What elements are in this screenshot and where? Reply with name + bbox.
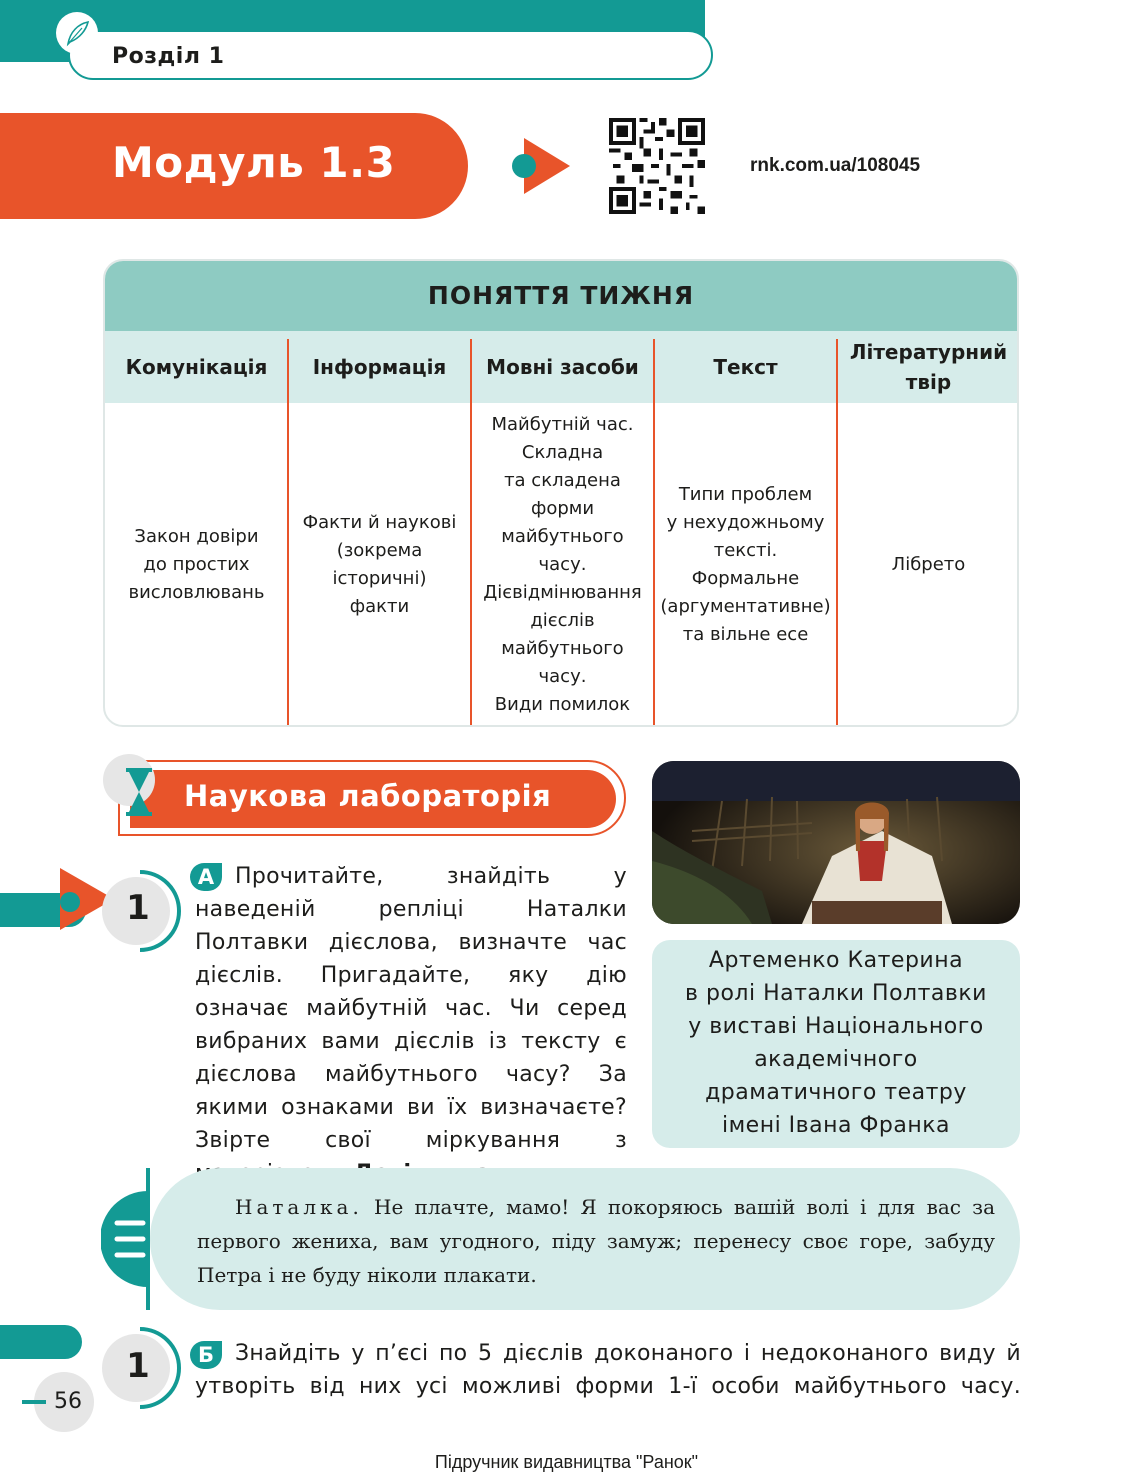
column-header: Мовні засоби xyxy=(486,355,639,379)
column-cell: Факти й наукові (зокрема історичні) факти xyxy=(302,512,457,617)
section-label: Розділ 1 xyxy=(112,44,225,69)
theatre-photo xyxy=(652,761,1020,924)
table-title: ПОНЯТТЯ ТИЖНЯ xyxy=(427,281,695,310)
quote-speaker: Наталка. xyxy=(235,1195,363,1219)
page-number: 56 xyxy=(54,1389,82,1414)
column-header: Комунікація xyxy=(125,355,268,379)
quote-body: Не плачте, мамо! Я покоряюсь вашій волі і для вас за первого жениха, вам угодного, піду замуж; перенесу своє горе, забуду Петра і не буду ніколи плакати. xyxy=(197,1195,995,1287)
column-cell: Майбутній час. Складна та складена форми майбутнього часу. Дієвідмінювання дієслів майбутнього часу. Види помилок xyxy=(483,414,642,715)
table-column xyxy=(288,331,471,727)
qr-code-icon[interactable] xyxy=(608,118,706,214)
module-title: Модуль 1.3 xyxy=(112,138,396,187)
column-header: Літературний твір xyxy=(849,340,1008,394)
column-cell: Типи проблем у нехудожньому тексті. Формальне (аргументативне) та вільне есе xyxy=(660,484,831,645)
column-cell: Закон довіри до простих висловлювань xyxy=(128,526,265,603)
table-column xyxy=(837,331,1019,727)
quote-text xyxy=(197,1190,995,1292)
table-column xyxy=(105,331,288,727)
task-letter-badge: Б xyxy=(190,1341,222,1369)
column-cell: Лібрето xyxy=(891,554,966,575)
concepts-table xyxy=(103,259,1019,727)
task-number: 1 xyxy=(126,1346,150,1386)
publisher-footer: Підручник видавництва "Ранок" xyxy=(434,1452,699,1472)
task-b-text: Знайдіть у п’єсі по 5 дієслів доконаного і недоконаного виду й утворіть від них усі можливі форми 1-ї особи майбутнього часу. xyxy=(195,1341,1021,1399)
column-header: Інформація xyxy=(312,355,447,379)
photo-caption: Артеменко Катерина в ролі Наталки Полтавки у виставі Національного академічного драматичного театру імені Івана Франка xyxy=(685,948,987,1138)
table-column xyxy=(654,331,837,727)
page-dash xyxy=(22,1400,46,1404)
text-lines-icon xyxy=(101,1191,161,1287)
task-a-body: Прочитайте, знайдіть у наведеній репліці Наталки Полтавки дієслова, визначте час дієслів. Пригадайте, яку дію означає майбутній час. Чи серед вибраних вами дієслів із тексту є дієслова майбутнього часу? За якими ознаками ви їх визначаєте? Звірте свої міркування з xyxy=(195,864,627,1153)
feather-logo-icon xyxy=(56,12,98,54)
task-a-text xyxy=(195,860,627,1190)
table-column xyxy=(471,331,654,727)
column-header: Текст xyxy=(713,355,778,379)
lab-title: Наукова лабораторія xyxy=(184,779,552,813)
task-number: 1 xyxy=(126,888,150,928)
task-letter-badge: А xyxy=(190,863,222,891)
play-icon[interactable] xyxy=(510,136,572,196)
task-marker-bar xyxy=(0,1325,82,1359)
qr-link[interactable]: rnk.com.ua/108045 xyxy=(750,155,921,176)
hourglass-icon xyxy=(124,768,154,816)
